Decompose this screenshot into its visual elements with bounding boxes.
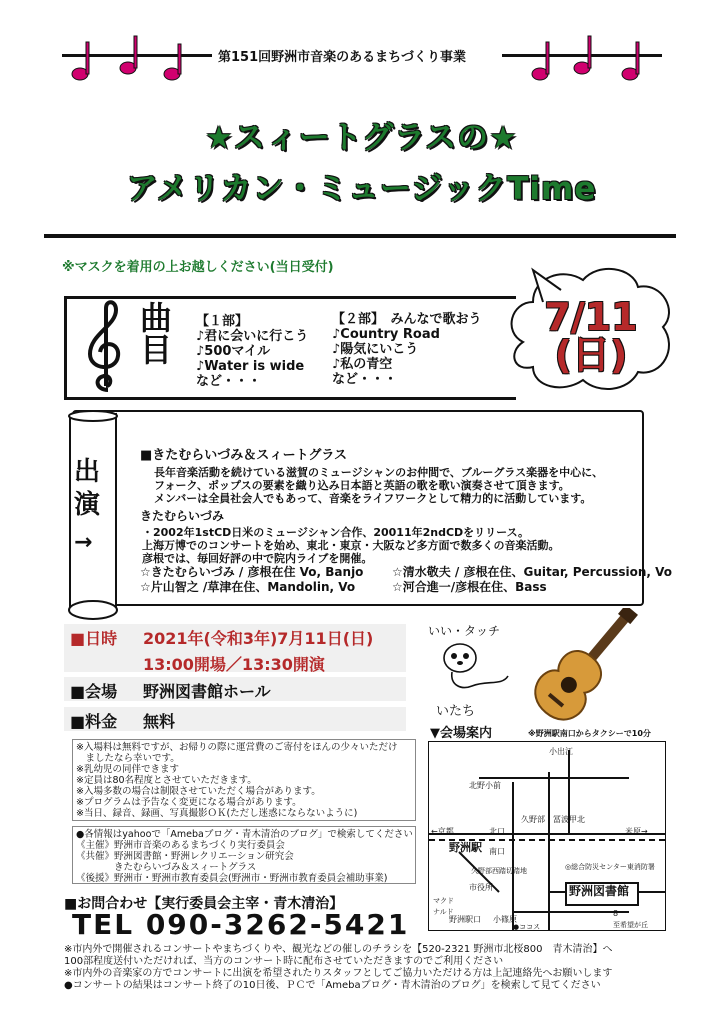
part1-more: など・・・	[196, 374, 262, 389]
note-line: ※入場多数の場合は制限させていただく場合があります。	[76, 786, 321, 797]
program-heading-text: 曲目	[140, 299, 173, 369]
date-value: 2021年(令和3年)7月11日(日)	[143, 629, 374, 648]
kitamura-desc: ・2002年1stCD日米のミュージシャン合作、20011年2ndCDをリリース。	[142, 526, 529, 539]
treble-clef-icon	[80, 298, 130, 396]
footer-line: ※市内外で開催されるコンサートやまちづくりや、観光などの催しのチラシを【520-2321 野洲市北桜800 青木清治】へ	[64, 944, 613, 955]
note-line: ※入場料は無料ですが、お帰りの際に運営費のご寄付をほんの少々いただけ	[76, 742, 398, 753]
footer-line: 100部程度送付いただければ、当方のコンサート時に配布させていただきますのでご利用ください	[64, 956, 504, 967]
map-label: ←京都	[431, 827, 454, 836]
part2-title: 【２部】 みんなで歌おう	[332, 312, 482, 327]
footer-line: ※市内外の音楽家の方でコンサートに出演を希望されたりスタッフとしてご協力いただける方は上記連絡先へお願いします	[64, 968, 613, 979]
map-label: 南口	[489, 847, 505, 856]
arrow-right-icon: →	[74, 530, 93, 555]
date-badge-weekday: (日)	[554, 333, 628, 377]
mascot-caption-top: いい・タッチ	[428, 624, 501, 638]
performers-label-text: 出演	[74, 457, 101, 520]
map-label: 北口	[489, 827, 505, 836]
map-label: 冨波甲北	[553, 815, 585, 824]
part1-item: ♪500マイル	[196, 344, 271, 359]
member: ☆清水敬夫 / 彦根在住、Guitar, Percussion, Vo	[392, 565, 673, 579]
map-label: 至希望が丘	[613, 921, 648, 929]
member: ☆きたむらいづみ / 彦根在住 Vo, Banjo	[140, 565, 364, 579]
contact-label: ■お問合わせ【実行委員会主宰・青木清治】	[64, 896, 344, 912]
fee-label: ■料金	[70, 712, 118, 731]
map-label: 野洲駅口	[449, 915, 481, 924]
kitamura-title: きたむらいづみ	[140, 509, 225, 523]
part2-item: ♪Country Road	[332, 327, 440, 342]
credit-line: きたむらいづみ＆スィートグラス	[76, 862, 257, 873]
note-line: ※定員は80名程度とさせていただきます。	[76, 775, 257, 786]
program-heading	[140, 299, 174, 369]
map-label: 米原→	[625, 827, 648, 836]
part2-item: ♪陽気にいこう	[332, 342, 419, 357]
map-label: 久野部西踏切踏地	[471, 867, 527, 875]
credit-line: 《主催》野洲市音楽のあるまちづくり実行委員会	[76, 840, 285, 851]
program-part1	[196, 314, 308, 389]
fee-value: 無料	[143, 712, 176, 731]
program-part2	[332, 312, 482, 387]
title-line-1: ★スィートグラスの★	[205, 120, 518, 156]
title-underline	[44, 234, 676, 238]
map-label: 北野小前	[469, 781, 501, 790]
credit-line: 《後援》野洲市・野洲市教育委員会(野洲市・野洲市教育委員会補助事業)	[76, 873, 388, 884]
part2-item: ♪私の青空	[332, 357, 393, 372]
guitar-icon	[528, 608, 638, 726]
credit-line: ●各情報はyahooで「Amebaブログ・青木清治のブログ」で検索してください	[76, 829, 413, 840]
date-badge	[520, 295, 662, 377]
footer-line: ●コンサートの結果はコンサート終了の10日後、ＰＣで「Amebaブログ・青木清治のブログ」を検索して見てください	[64, 980, 601, 991]
group-desc: メンバーは全員社会人でもあって、音楽をライフワークとして精力的に活動しています。	[154, 492, 592, 505]
music-notes-right-icon	[520, 30, 660, 90]
weasel-mascot-icon	[432, 636, 512, 698]
part1-item: ♪Water is wide	[196, 359, 305, 374]
date-badge-day: 7/11	[544, 295, 638, 339]
map-label: 野洲駅	[449, 841, 482, 854]
member: ☆片山智之 /草津在住、Mandolin, Vo	[140, 580, 356, 594]
part1-item: ♪君に会いに行こう	[196, 329, 309, 344]
map-label: 野洲図書館	[569, 884, 630, 898]
map-label: 市役所	[469, 883, 493, 892]
venue-label: ■会場	[70, 682, 118, 701]
member: ☆河合進一/彦根在住、Bass	[392, 580, 547, 594]
map-label: マクド ナルド	[433, 897, 454, 916]
date-label: ■日時	[70, 629, 118, 648]
title-line-2: アメリカン・ミュージックTime	[126, 171, 597, 207]
note-line: ※プログラムは予告なく変更になる場合があります。	[76, 797, 302, 808]
venue-map	[428, 741, 666, 931]
program-box-left-bar	[64, 296, 67, 400]
mask-notice: ※マスクを着用の上お越しください(当日受付)	[62, 260, 334, 275]
note-line: ※乳幼児の同伴できます	[76, 764, 179, 775]
group-desc: フォーク、ポップスの要素を織り込み日本語と英語の歌を歌い演奏させて頂きます。	[154, 479, 570, 492]
map-label: 8	[613, 909, 619, 918]
map-subtitle: ※野洲駅南口からタクシーで10分	[528, 729, 651, 738]
note-line: ましたなら幸いです。	[76, 753, 180, 764]
venue-value: 野洲図書館ホール	[143, 682, 271, 701]
kitamura-desc: 彦根では、毎回好評の中で院内ライブを開催。	[142, 552, 373, 565]
note-line: ※当日、録音、録画、写真撮影ＯＫ(ただし迷惑にならないように)	[76, 808, 358, 819]
phone-number[interactable]: TEL 090-3262-5421	[72, 908, 410, 941]
group-title: ■きたむらいづみ＆スィートグラス	[140, 448, 348, 463]
map-label: ●ココス	[513, 923, 541, 931]
series-subtitle: 第151回野洲市音楽のあるまちづくり事業	[218, 50, 467, 65]
part2-more: など・・・	[332, 372, 398, 387]
map-label: 小出江	[549, 747, 573, 756]
music-notes-left-icon	[60, 30, 200, 90]
performers-label	[74, 456, 110, 559]
map-label: ◎総合防災センター東消防署	[565, 863, 655, 871]
mascot-caption-bottom: いたち	[436, 704, 476, 719]
time-value: 13:00開場／13:30開演	[143, 655, 325, 674]
kitamura-desc: 上海万博でのコンサートを始め、東北・東京・大阪など多方面で数多くの音楽活動。	[142, 539, 560, 552]
map-title: ▼会場案内	[430, 726, 492, 741]
group-desc: 長年音楽活動を続けている滋賀のミュージシャンのお仲間で、ブルーグラス楽器を中心に、	[154, 466, 604, 479]
credit-line: 《共催》野洲図書館・野洲レクリエーション研究会	[76, 851, 294, 862]
map-label: 久野部	[521, 815, 545, 824]
part1-title: 【１部】	[196, 314, 249, 329]
map-label: 小篠原	[493, 915, 517, 924]
